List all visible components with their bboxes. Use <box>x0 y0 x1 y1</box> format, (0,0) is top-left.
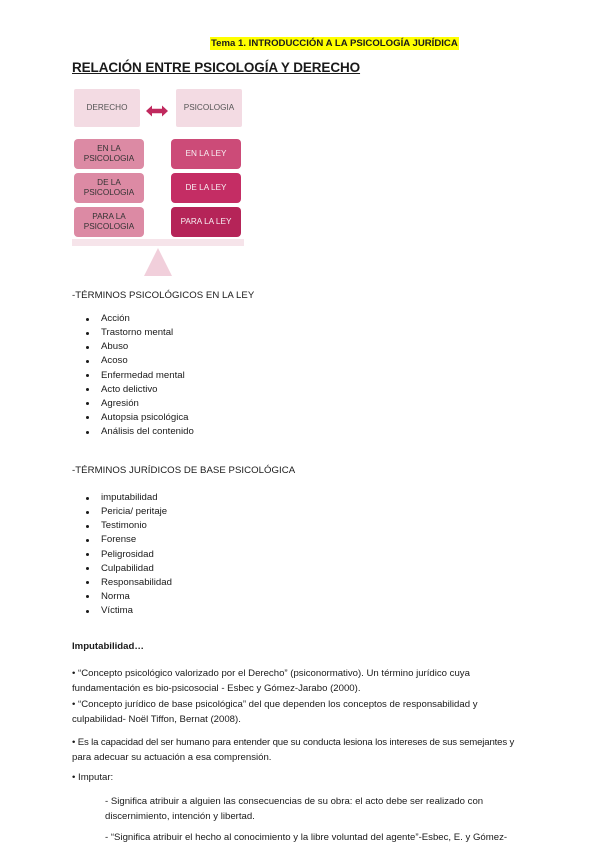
list-item: Autopsia psicológica <box>86 411 194 425</box>
list-item: Análisis del contenido <box>86 425 194 439</box>
box-de-la-ley: DE LA LEY <box>171 173 241 203</box>
list-item: Enfermedad mental <box>86 369 194 383</box>
page-title: RELACIÓN ENTRE PSICOLOGÍA Y DERECHO <box>72 60 361 75</box>
list-item: imputabilidad <box>86 491 172 505</box>
balance-diagram <box>72 89 244 279</box>
psicologia-title-box: PSICOLOGIA <box>176 89 242 127</box>
balance-beam <box>72 239 244 246</box>
list-item: Acción <box>86 312 194 326</box>
list-item: Acoso <box>86 354 194 368</box>
imputar-line: - “Significa atribuir el hecho al conocimiento y la libre voluntad del agente”-Esbec, E. y Gómez- <box>105 832 508 843</box>
box-en-la-ley: EN LA LEY <box>171 139 241 169</box>
definition-line: • “Concepto psicológico valorizado por el Derecho” (psiconormativo). Un término jurídico cuya <box>72 668 470 679</box>
list-item: Norma <box>86 590 172 604</box>
list-item: Víctima <box>86 604 172 618</box>
imputar-line: discernimiento, intención y libertad. <box>105 811 255 822</box>
list-item: Pericia/ peritaje <box>86 505 172 519</box>
definition-line: para adecuar su actuación a esa comprensión. <box>72 752 272 763</box>
double-arrow-icon <box>146 105 168 117</box>
legal-terms-list <box>86 491 172 618</box>
box-en-la-psicologia: EN LA PSICOLOGIA <box>74 139 144 169</box>
list-item: Responsabilidad <box>86 576 172 590</box>
definition-line: • “Concepto jurídico de base psicológica” del que dependen los conceptos de responsabilidad y <box>72 699 478 710</box>
list-item: Abuso <box>86 340 194 354</box>
list-item: Culpabilidad <box>86 562 172 576</box>
list-item: Trastorno mental <box>86 326 194 340</box>
imputar-line: - Significa atribuir a alguien las consecuencias de su obra: el acto debe ser realizado con <box>105 796 484 807</box>
definition-line: fundamentación es bio-psicosocial - Esbec y Gómez-Jarabo (2000). <box>72 683 361 694</box>
box-para-la-psicologia: PARA LA PSICOLOGIA <box>74 207 144 237</box>
psych-terms-list <box>86 312 194 439</box>
list-item: Agresión <box>86 397 194 411</box>
legal-terms-title: -TÉRMINOS JURÍDICOS DE BASE PSICOLÓGICA <box>72 465 296 476</box>
imputabilidad-title: Imputabilidad… <box>72 641 144 652</box>
definition-line: • Es la capacidad del ser humano para entender que su conducta lesiona los intereses de sus semejantes y <box>72 737 515 748</box>
psych-terms-title: -TÉRMINOS PSICOLÓGICOS EN LA LEY <box>72 290 255 301</box>
derecho-title-box: DERECHO <box>74 89 140 127</box>
list-item: Peligrosidad <box>86 548 172 562</box>
definition-line: culpabilidad- Noël Tiffon, Bernat (2008). <box>72 714 241 725</box>
list-item: Acto delictivo <box>86 383 194 397</box>
box-para-la-ley: PARA LA LEY <box>171 207 241 237</box>
topic-label: Tema 1. INTRODUCCIÓN A LA PSICOLOGÍA JURÍDICA <box>211 38 458 49</box>
list-item: Forense <box>86 533 172 547</box>
imputar-label: • Imputar: <box>72 772 114 783</box>
list-item: Testimonio <box>86 519 172 533</box>
fulcrum-triangle-icon <box>144 248 172 276</box>
box-de-la-psicologia: DE LA PSICOLOGIA <box>74 173 144 203</box>
